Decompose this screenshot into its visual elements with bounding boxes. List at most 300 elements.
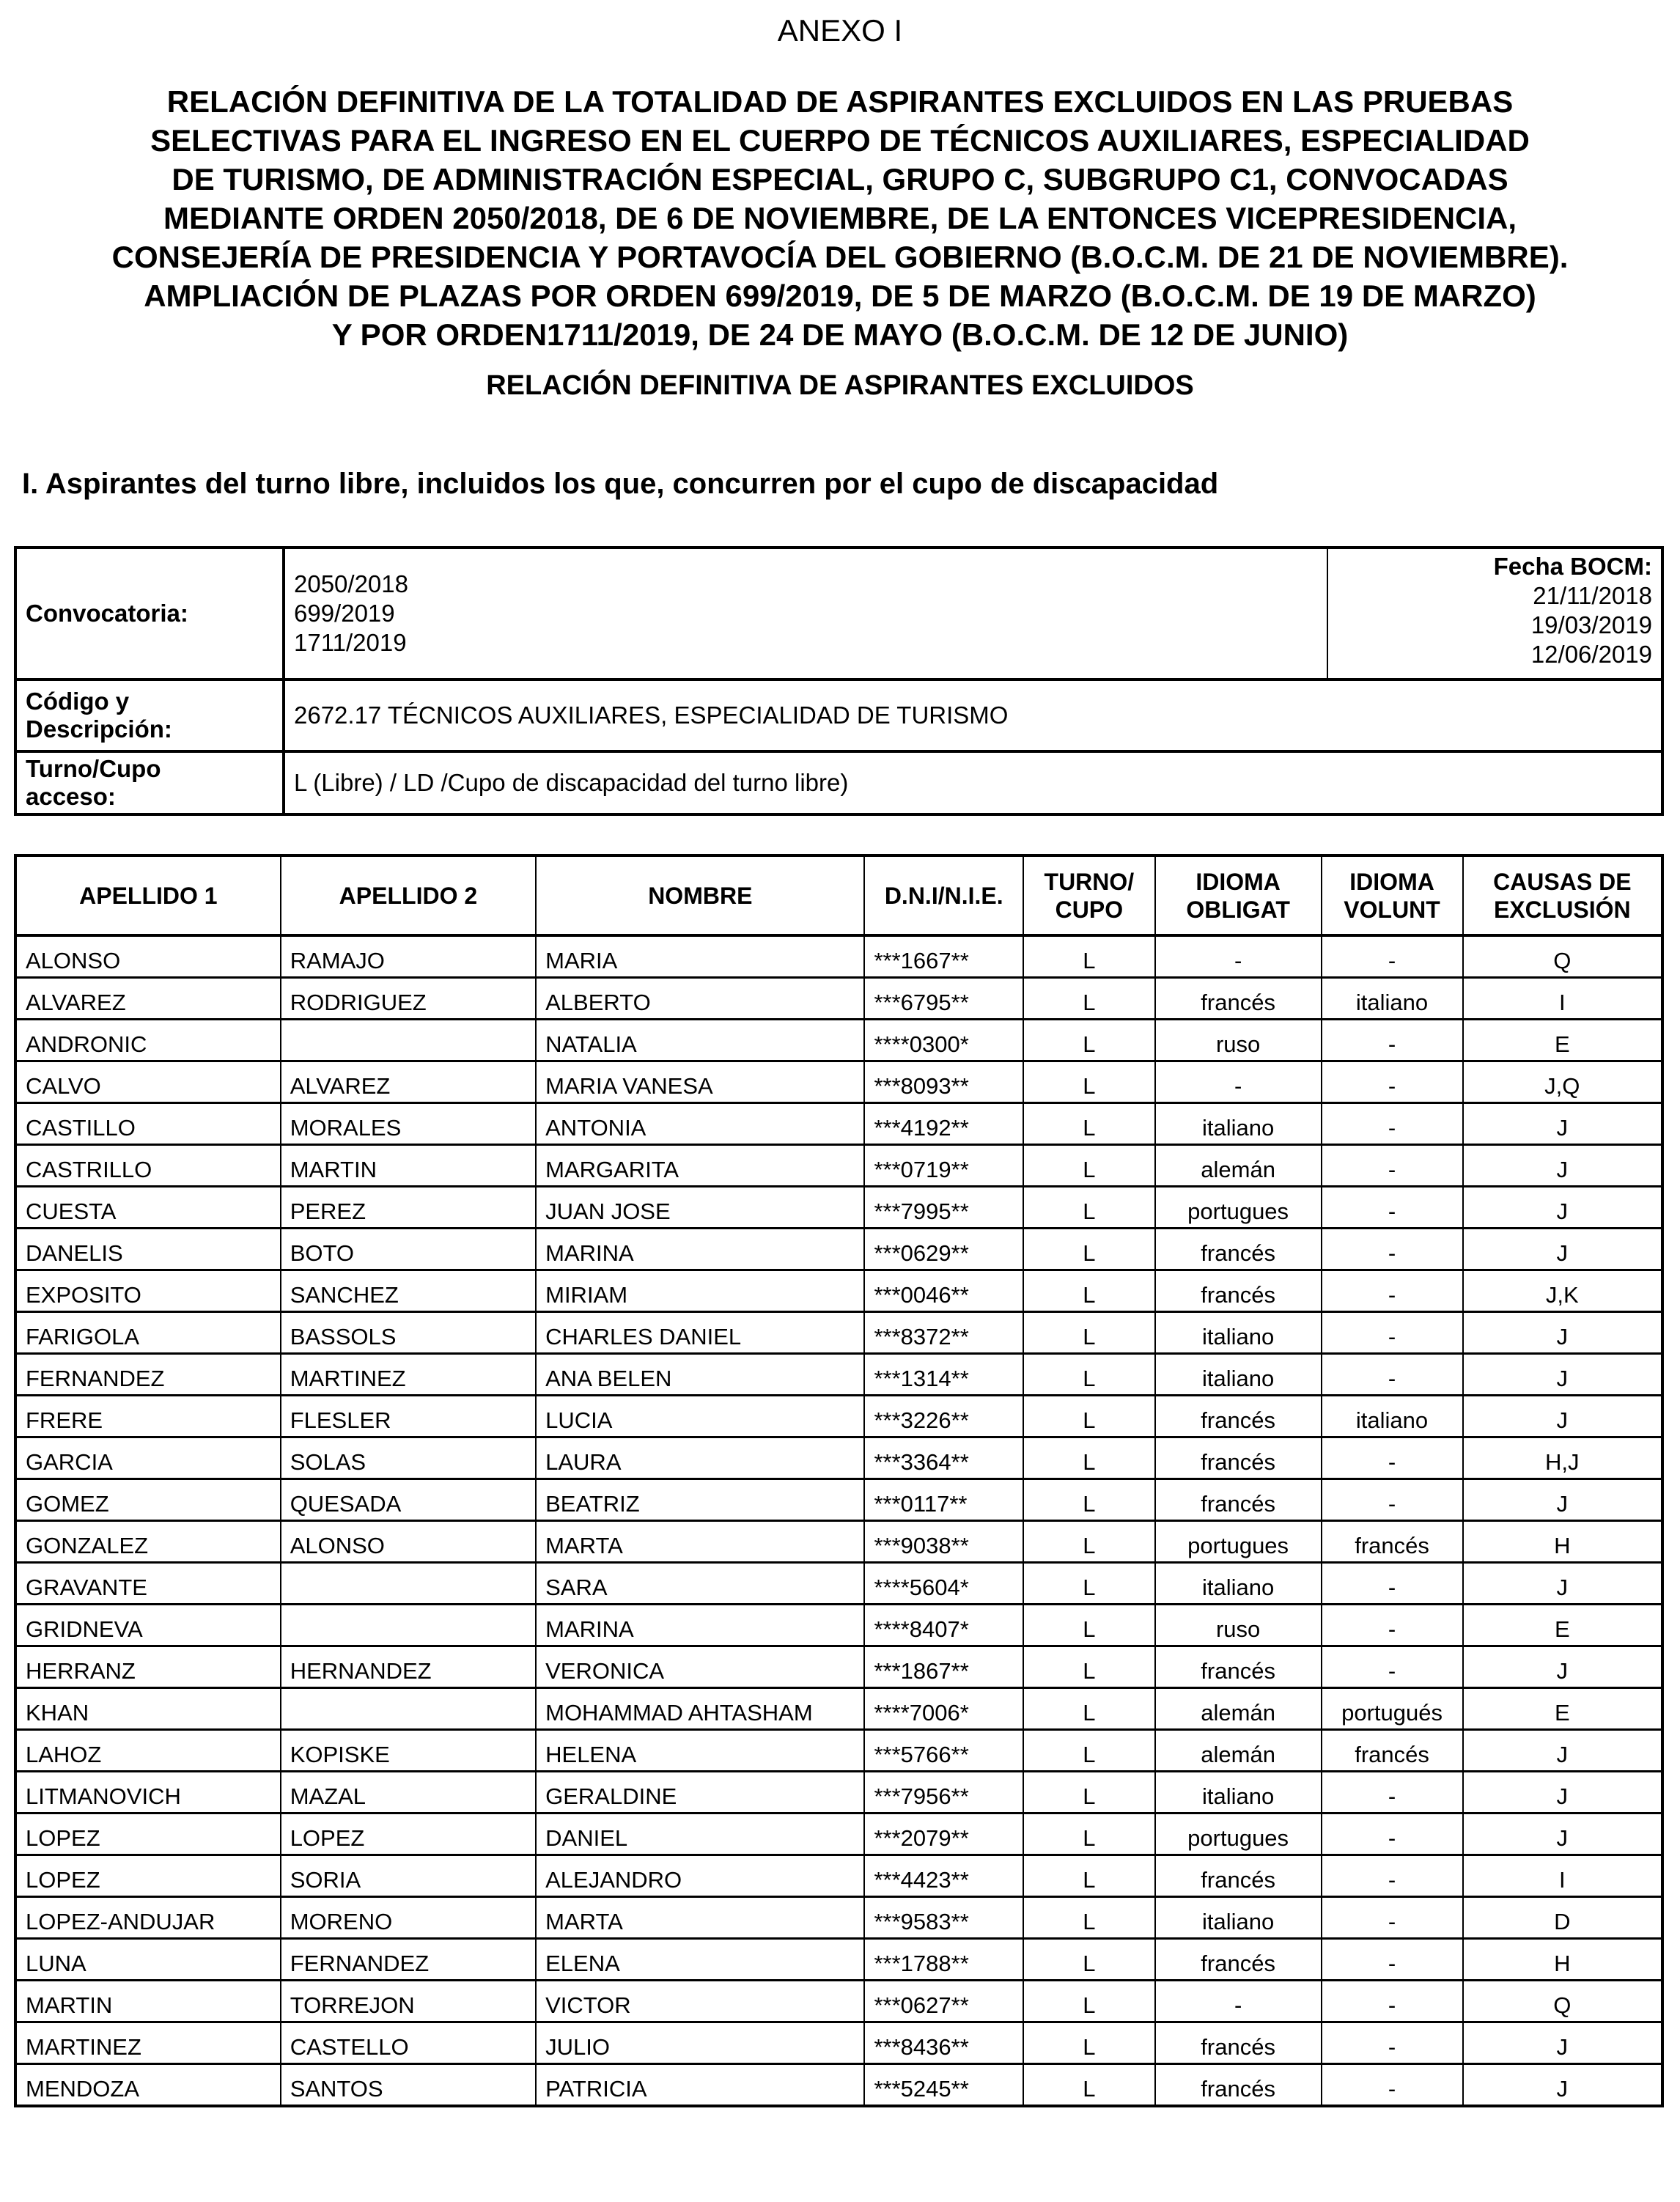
cell-nombre: PATRICIA bbox=[536, 2064, 864, 2107]
cell-causas: I bbox=[1463, 1855, 1662, 1897]
cell-dni: ***5245** bbox=[864, 2064, 1023, 2107]
turno-label bbox=[15, 751, 284, 814]
cell-idioma-obligat: - bbox=[1155, 1981, 1322, 2022]
cell-apellido1: LOPEZ bbox=[15, 1855, 281, 1897]
excluded-applicants-table bbox=[14, 854, 1664, 2107]
title-line: DE TURISMO, DE ADMINISTRACIÓN ESPECIAL, GRUPO C, SUBGRUPO C1, CONVOCADAS bbox=[172, 162, 1508, 196]
cell-apellido1: CALVO bbox=[15, 1061, 281, 1103]
title-line: CONSEJERÍA DE PRESIDENCIA Y PORTAVOCÍA DEL GOBIERNO (B.O.C.M. DE 21 DE NOVIEMBRE). bbox=[111, 240, 1569, 274]
cell-causas: J bbox=[1463, 1813, 1662, 1855]
cell-dni: ****8407* bbox=[864, 1605, 1023, 1646]
table-row bbox=[15, 1646, 1662, 1688]
cell-apellido2 bbox=[281, 1688, 536, 1730]
fecha-bocm-label: Fecha BOCM: bbox=[1493, 553, 1652, 580]
header-text: CAUSAS DE bbox=[1493, 868, 1632, 895]
cell-idioma-volunt: - bbox=[1322, 1437, 1463, 1479]
cell-idioma-volunt: - bbox=[1322, 1479, 1463, 1521]
cell-apellido2: MARTINEZ bbox=[281, 1354, 536, 1396]
cell-nombre: ANA BELEN bbox=[536, 1354, 864, 1396]
table-row bbox=[15, 935, 1662, 978]
cell-idioma-obligat: portugues bbox=[1155, 1813, 1322, 1855]
turno-value: L (Libre) / LD /Cupo de discapacidad del turno libre) bbox=[284, 751, 1662, 814]
cell-nombre: ALBERTO bbox=[536, 978, 864, 1020]
cell-nombre: MARINA bbox=[536, 1229, 864, 1270]
cell-dni: ****5604* bbox=[864, 1563, 1023, 1605]
table-row bbox=[15, 2064, 1662, 2107]
cell-apellido1: CUESTA bbox=[15, 1187, 281, 1229]
title-line: Y POR ORDEN1711/2019, DE 24 DE MAYO (B.O.C.M. DE 12 DE JUNIO) bbox=[331, 317, 1349, 352]
cell-apellido1: FERNANDEZ bbox=[15, 1354, 281, 1396]
cell-dni: ***0627** bbox=[864, 1981, 1023, 2022]
header-apellido1 bbox=[15, 855, 281, 935]
cell-turno: L bbox=[1023, 1521, 1155, 1563]
cell-apellido1: GOMEZ bbox=[15, 1479, 281, 1521]
cell-dni: ***8436** bbox=[864, 2022, 1023, 2064]
cell-nombre: BEATRIZ bbox=[536, 1479, 864, 1521]
cell-apellido1: FARIGOLA bbox=[15, 1312, 281, 1354]
cell-idioma-obligat: francés bbox=[1155, 2022, 1322, 2064]
table-header-row bbox=[15, 855, 1662, 935]
cell-apellido1: MARTINEZ bbox=[15, 2022, 281, 2064]
cell-idioma-volunt: - bbox=[1322, 1187, 1463, 1229]
cell-dni: ***0046** bbox=[864, 1270, 1023, 1312]
cell-turno: L bbox=[1023, 1981, 1155, 2022]
title-line: RELACIÓN DEFINITIVA DE LA TOTALIDAD DE ASPIRANTES EXCLUIDOS EN LAS PRUEBAS bbox=[166, 84, 1514, 119]
cell-idioma-volunt: - bbox=[1322, 1145, 1463, 1187]
cell-nombre: LAURA bbox=[536, 1437, 864, 1479]
cell-idioma-obligat: francés bbox=[1155, 1939, 1322, 1981]
cell-apellido2: HERNANDEZ bbox=[281, 1646, 536, 1688]
table-row bbox=[15, 1396, 1662, 1437]
cell-idioma-volunt: - bbox=[1322, 1020, 1463, 1061]
cell-causas: J bbox=[1463, 1396, 1662, 1437]
fecha-bocm-cell bbox=[1327, 548, 1662, 680]
table-row bbox=[15, 1145, 1662, 1187]
cell-turno: L bbox=[1023, 935, 1155, 978]
cell-apellido2: TORREJON bbox=[281, 1981, 536, 2022]
cell-apellido1: DANELIS bbox=[15, 1229, 281, 1270]
cell-dni: ***4192** bbox=[864, 1103, 1023, 1145]
cell-apellido2: SOLAS bbox=[281, 1437, 536, 1479]
cell-idioma-obligat: italiano bbox=[1155, 1772, 1322, 1813]
cell-apellido1: GRAVANTE bbox=[15, 1563, 281, 1605]
cell-apellido1: GONZALEZ bbox=[15, 1521, 281, 1563]
cell-idioma-volunt: - bbox=[1322, 1270, 1463, 1312]
cell-idioma-obligat: francés bbox=[1155, 1229, 1322, 1270]
cell-causas: H bbox=[1463, 1521, 1662, 1563]
cell-apellido2: RAMAJO bbox=[281, 935, 536, 978]
table-row bbox=[15, 1605, 1662, 1646]
title-line: MEDIANTE ORDEN 2050/2018, DE 6 DE NOVIEMBRE, DE LA ENTONCES VICEPRESIDENCIA, bbox=[163, 201, 1517, 235]
codigo-value: 2672.17 TÉCNICOS AUXILIARES, ESPECIALIDAD DE TURISMO bbox=[284, 680, 1662, 751]
cell-dni: ***1788** bbox=[864, 1939, 1023, 1981]
cell-dni: ***8093** bbox=[864, 1061, 1023, 1103]
cell-idioma-obligat: francés bbox=[1155, 1479, 1322, 1521]
cell-causas: D bbox=[1463, 1897, 1662, 1939]
cell-idioma-volunt: - bbox=[1322, 1563, 1463, 1605]
header-idioma-obligat bbox=[1155, 855, 1322, 935]
convocatoria-info-table bbox=[14, 546, 1664, 816]
cell-turno: L bbox=[1023, 1563, 1155, 1605]
title-line: AMPLIACIÓN DE PLAZAS POR ORDEN 699/2019, DE 5 DE MARZO (B.O.C.M. DE 19 DE MARZO) bbox=[144, 279, 1536, 313]
cell-turno: L bbox=[1023, 1187, 1155, 1229]
cell-turno: L bbox=[1023, 1730, 1155, 1772]
header-causas bbox=[1463, 855, 1662, 935]
cell-causas: E bbox=[1463, 1605, 1662, 1646]
cell-causas: J bbox=[1463, 1312, 1662, 1354]
cell-nombre: GERALDINE bbox=[536, 1772, 864, 1813]
cell-idioma-obligat: italiano bbox=[1155, 1312, 1322, 1354]
cell-idioma-volunt: - bbox=[1322, 1813, 1463, 1855]
cell-nombre: LUCIA bbox=[536, 1396, 864, 1437]
cell-idioma-volunt: - bbox=[1322, 2022, 1463, 2064]
cell-turno: L bbox=[1023, 1103, 1155, 1145]
cell-dni: ***0629** bbox=[864, 1229, 1023, 1270]
table-row bbox=[15, 978, 1662, 1020]
cell-nombre: NATALIA bbox=[536, 1020, 864, 1061]
header-nombre bbox=[536, 855, 864, 935]
cell-idioma-volunt: - bbox=[1322, 935, 1463, 978]
cell-turno: L bbox=[1023, 1020, 1155, 1061]
cell-nombre: JUAN JOSE bbox=[536, 1187, 864, 1229]
table-row bbox=[15, 1688, 1662, 1730]
cell-turno: L bbox=[1023, 1939, 1155, 1981]
cell-apellido1: ALONSO bbox=[15, 935, 281, 978]
cell-idioma-volunt: - bbox=[1322, 1772, 1463, 1813]
cell-dni: ***9038** bbox=[864, 1521, 1023, 1563]
cell-idioma-obligat: alemán bbox=[1155, 1730, 1322, 1772]
cell-dni: ****7006* bbox=[864, 1688, 1023, 1730]
cell-apellido1: ANDRONIC bbox=[15, 1020, 281, 1061]
header-text: EXCLUSIÓN bbox=[1493, 896, 1631, 923]
header-dni bbox=[864, 855, 1023, 935]
cell-nombre: VICTOR bbox=[536, 1981, 864, 2022]
header-text: D.N.I/N.I.E. bbox=[884, 882, 1003, 909]
cell-apellido2: MORENO bbox=[281, 1897, 536, 1939]
cell-nombre: ANTONIA bbox=[536, 1103, 864, 1145]
table-row bbox=[15, 1354, 1662, 1396]
cell-turno: L bbox=[1023, 1354, 1155, 1396]
cell-causas: J bbox=[1463, 1772, 1662, 1813]
table-row bbox=[15, 1187, 1662, 1229]
cell-idioma-obligat: ruso bbox=[1155, 1020, 1322, 1061]
cell-causas: H,J bbox=[1463, 1437, 1662, 1479]
cell-idioma-volunt: - bbox=[1322, 1646, 1463, 1688]
cell-idioma-obligat: portugues bbox=[1155, 1521, 1322, 1563]
convocatoria-value: 699/2019 bbox=[294, 600, 395, 627]
table-row bbox=[15, 1772, 1662, 1813]
cell-idioma-volunt: - bbox=[1322, 1939, 1463, 1981]
header-text: TURNO/ bbox=[1044, 868, 1135, 895]
cell-apellido2: FERNANDEZ bbox=[281, 1939, 536, 1981]
cell-apellido2 bbox=[281, 1605, 536, 1646]
document-title bbox=[0, 82, 1680, 354]
cell-nombre: MARGARITA bbox=[536, 1145, 864, 1187]
cell-apellido2: MORALES bbox=[281, 1103, 536, 1145]
table-row bbox=[15, 1270, 1662, 1312]
cell-turno: L bbox=[1023, 1312, 1155, 1354]
cell-idioma-volunt: - bbox=[1322, 2064, 1463, 2107]
cell-turno: L bbox=[1023, 1688, 1155, 1730]
cell-turno: L bbox=[1023, 1479, 1155, 1521]
convocatoria-label: Convocatoria: bbox=[15, 548, 284, 680]
cell-idioma-volunt: portugués bbox=[1322, 1688, 1463, 1730]
cell-nombre: MARIA VANESA bbox=[536, 1061, 864, 1103]
convocatoria-row bbox=[15, 548, 1662, 680]
cell-apellido2: FLESLER bbox=[281, 1396, 536, 1437]
cell-turno: L bbox=[1023, 1396, 1155, 1437]
cell-apellido1: LAHOZ bbox=[15, 1730, 281, 1772]
fecha-bocm-value: 19/03/2019 bbox=[1530, 611, 1652, 638]
header-text: NOMBRE bbox=[648, 882, 753, 909]
cell-idioma-volunt: - bbox=[1322, 1312, 1463, 1354]
cell-idioma-obligat: alemán bbox=[1155, 1688, 1322, 1730]
cell-nombre: ALEJANDRO bbox=[536, 1855, 864, 1897]
cell-turno: L bbox=[1023, 1061, 1155, 1103]
table-row bbox=[15, 1813, 1662, 1855]
cell-apellido2: KOPISKE bbox=[281, 1730, 536, 1772]
cell-turno: L bbox=[1023, 1145, 1155, 1187]
table-row bbox=[15, 1730, 1662, 1772]
cell-causas: J bbox=[1463, 1187, 1662, 1229]
cell-idioma-obligat: alemán bbox=[1155, 1145, 1322, 1187]
cell-nombre: ELENA bbox=[536, 1939, 864, 1981]
cell-idioma-volunt: - bbox=[1322, 1061, 1463, 1103]
table-row bbox=[15, 1855, 1662, 1897]
cell-apellido2: PEREZ bbox=[281, 1187, 536, 1229]
cell-nombre: MARTA bbox=[536, 1521, 864, 1563]
cell-apellido1: CASTILLO bbox=[15, 1103, 281, 1145]
cell-turno: L bbox=[1023, 2064, 1155, 2107]
cell-apellido2: ALONSO bbox=[281, 1521, 536, 1563]
cell-dni: ***1867** bbox=[864, 1646, 1023, 1688]
header-text: VOLUNT bbox=[1344, 896, 1440, 923]
cell-causas: J bbox=[1463, 1646, 1662, 1688]
cell-causas: J,K bbox=[1463, 1270, 1662, 1312]
cell-turno: L bbox=[1023, 1229, 1155, 1270]
cell-apellido2: QUESADA bbox=[281, 1479, 536, 1521]
header-apellido2 bbox=[281, 855, 536, 935]
cell-apellido2: ALVAREZ bbox=[281, 1061, 536, 1103]
table-row bbox=[15, 1229, 1662, 1270]
annex-label: ANEXO I bbox=[777, 13, 903, 48]
header-text: APELLIDO 2 bbox=[339, 882, 478, 909]
cell-idioma-volunt: - bbox=[1322, 1981, 1463, 2022]
codigo-row bbox=[15, 680, 1662, 751]
cell-idioma-volunt: francés bbox=[1322, 1730, 1463, 1772]
turno-label-line: Turno/Cupo bbox=[26, 755, 161, 782]
table-row bbox=[15, 1103, 1662, 1145]
cell-turno: L bbox=[1023, 978, 1155, 1020]
cell-apellido1: HERRANZ bbox=[15, 1646, 281, 1688]
cell-nombre: SARA bbox=[536, 1563, 864, 1605]
table-row bbox=[15, 1521, 1662, 1563]
cell-causas: J bbox=[1463, 1229, 1662, 1270]
cell-causas: J bbox=[1463, 1145, 1662, 1187]
cell-idioma-volunt: - bbox=[1322, 1354, 1463, 1396]
cell-dni: ***0719** bbox=[864, 1145, 1023, 1187]
cell-apellido1: LUNA bbox=[15, 1939, 281, 1981]
turno-label-line: acceso: bbox=[26, 783, 116, 810]
cell-idioma-volunt: italiano bbox=[1322, 1396, 1463, 1437]
cell-idioma-obligat: francés bbox=[1155, 1437, 1322, 1479]
cell-turno: L bbox=[1023, 1270, 1155, 1312]
cell-apellido1: LOPEZ bbox=[15, 1813, 281, 1855]
table-row bbox=[15, 1312, 1662, 1354]
cell-apellido1: ALVAREZ bbox=[15, 978, 281, 1020]
cell-turno: L bbox=[1023, 1437, 1155, 1479]
cell-apellido1: LOPEZ-ANDUJAR bbox=[15, 1897, 281, 1939]
header-turno bbox=[1023, 855, 1155, 935]
cell-nombre: DANIEL bbox=[536, 1813, 864, 1855]
header-text: APELLIDO 1 bbox=[79, 882, 218, 909]
cell-apellido2: RODRIGUEZ bbox=[281, 978, 536, 1020]
cell-apellido1: LITMANOVICH bbox=[15, 1772, 281, 1813]
cell-causas: J bbox=[1463, 2064, 1662, 2107]
cell-causas: J bbox=[1463, 1479, 1662, 1521]
table-row bbox=[15, 1479, 1662, 1521]
cell-nombre: CHARLES DANIEL bbox=[536, 1312, 864, 1354]
cell-causas: Q bbox=[1463, 1981, 1662, 2022]
cell-causas: J bbox=[1463, 1354, 1662, 1396]
cell-idioma-obligat: - bbox=[1155, 935, 1322, 978]
cell-turno: L bbox=[1023, 1855, 1155, 1897]
cell-apellido2: SANCHEZ bbox=[281, 1270, 536, 1312]
cell-idioma-obligat: francés bbox=[1155, 1396, 1322, 1437]
table-row bbox=[15, 1939, 1662, 1981]
header-text: CUPO bbox=[1055, 896, 1124, 923]
cell-causas: E bbox=[1463, 1688, 1662, 1730]
cell-dni: ***1314** bbox=[864, 1354, 1023, 1396]
codigo-label-line: Código y bbox=[26, 688, 130, 715]
cell-idioma-volunt: - bbox=[1322, 1605, 1463, 1646]
cell-idioma-obligat: italiano bbox=[1155, 1103, 1322, 1145]
cell-apellido2: LOPEZ bbox=[281, 1813, 536, 1855]
cell-idioma-obligat: italiano bbox=[1155, 1563, 1322, 1605]
cell-dni: ***0117** bbox=[864, 1479, 1023, 1521]
cell-dni: ***3364** bbox=[864, 1437, 1023, 1479]
codigo-label bbox=[15, 680, 284, 751]
cell-apellido2: SORIA bbox=[281, 1855, 536, 1897]
cell-causas: J,Q bbox=[1463, 1061, 1662, 1103]
cell-dni: ***9583** bbox=[864, 1897, 1023, 1939]
table-row bbox=[15, 1061, 1662, 1103]
codigo-label-line: Descripción: bbox=[26, 715, 172, 743]
header-text: OBLIGAT bbox=[1186, 896, 1290, 923]
cell-nombre: JULIO bbox=[536, 2022, 864, 2064]
cell-apellido2: BOTO bbox=[281, 1229, 536, 1270]
cell-nombre: MIRIAM bbox=[536, 1270, 864, 1312]
cell-idioma-obligat: francés bbox=[1155, 1646, 1322, 1688]
cell-apellido2: MARTIN bbox=[281, 1145, 536, 1187]
cell-idioma-obligat: francés bbox=[1155, 1270, 1322, 1312]
cell-apellido1: GRIDNEVA bbox=[15, 1605, 281, 1646]
fecha-bocm-value: 12/06/2019 bbox=[1530, 641, 1652, 668]
cell-idioma-obligat: francés bbox=[1155, 978, 1322, 1020]
cell-idioma-volunt: - bbox=[1322, 1103, 1463, 1145]
cell-apellido1: MARTIN bbox=[15, 1981, 281, 2022]
cell-apellido2 bbox=[281, 1020, 536, 1061]
cell-idioma-obligat: italiano bbox=[1155, 1897, 1322, 1939]
table-body bbox=[15, 935, 1662, 2106]
cell-idioma-volunt: italiano bbox=[1322, 978, 1463, 1020]
cell-dni: ***6795** bbox=[864, 978, 1023, 1020]
cell-causas: I bbox=[1463, 978, 1662, 1020]
cell-causas: J bbox=[1463, 1103, 1662, 1145]
cell-causas: J bbox=[1463, 1563, 1662, 1605]
cell-turno: L bbox=[1023, 1813, 1155, 1855]
cell-nombre: MARINA bbox=[536, 1605, 864, 1646]
cell-apellido2 bbox=[281, 1563, 536, 1605]
cell-dni: ***7956** bbox=[864, 1772, 1023, 1813]
table-row bbox=[15, 1563, 1662, 1605]
cell-nombre: MARIA bbox=[536, 935, 864, 978]
cell-apellido2: SANTOS bbox=[281, 2064, 536, 2107]
cell-nombre: VERONICA bbox=[536, 1646, 864, 1688]
cell-turno: L bbox=[1023, 1772, 1155, 1813]
cell-apellido2: CASTELLO bbox=[281, 2022, 536, 2064]
convocatoria-values bbox=[284, 548, 1327, 680]
cell-dni: ***8372** bbox=[864, 1312, 1023, 1354]
cell-nombre: MOHAMMAD AHTASHAM bbox=[536, 1688, 864, 1730]
cell-dni: ***5766** bbox=[864, 1730, 1023, 1772]
title-line: SELECTIVAS PARA EL INGRESO EN EL CUERPO DE TÉCNICOS AUXILIARES, ESPECIALIDAD bbox=[150, 123, 1530, 158]
cell-dni: ***2079** bbox=[864, 1813, 1023, 1855]
cell-causas: H bbox=[1463, 1939, 1662, 1981]
header-text: IDIOMA bbox=[1195, 868, 1281, 895]
cell-turno: L bbox=[1023, 2022, 1155, 2064]
cell-turno: L bbox=[1023, 1605, 1155, 1646]
cell-apellido1: FRERE bbox=[15, 1396, 281, 1437]
cell-dni: ***7995** bbox=[864, 1187, 1023, 1229]
cell-idioma-obligat: - bbox=[1155, 1061, 1322, 1103]
cell-turno: L bbox=[1023, 1897, 1155, 1939]
cell-apellido1: MENDOZA bbox=[15, 2064, 281, 2107]
table-row bbox=[15, 1437, 1662, 1479]
cell-idioma-volunt: - bbox=[1322, 1229, 1463, 1270]
cell-dni: ***4423** bbox=[864, 1855, 1023, 1897]
cell-idioma-obligat: ruso bbox=[1155, 1605, 1322, 1646]
cell-causas: Q bbox=[1463, 935, 1662, 978]
convocatoria-value: 2050/2018 bbox=[294, 570, 408, 597]
cell-apellido1: EXPOSITO bbox=[15, 1270, 281, 1312]
cell-dni: ****0300* bbox=[864, 1020, 1023, 1061]
table-row bbox=[15, 1020, 1662, 1061]
table-row bbox=[15, 1981, 1662, 2022]
cell-idioma-obligat: italiano bbox=[1155, 1354, 1322, 1396]
section-heading: I. Aspirantes del turno libre, incluidos los que, concurren por el cupo de discapacidad bbox=[22, 468, 1219, 500]
cell-causas: J bbox=[1463, 2022, 1662, 2064]
fecha-bocm-value: 21/11/2018 bbox=[1533, 582, 1652, 609]
cell-idioma-obligat: portugues bbox=[1155, 1187, 1322, 1229]
convocatoria-value: 1711/2019 bbox=[294, 629, 407, 656]
header-idioma-volunt bbox=[1322, 855, 1463, 935]
cell-apellido1: KHAN bbox=[15, 1688, 281, 1730]
table-row bbox=[15, 1897, 1662, 1939]
table-row bbox=[15, 2022, 1662, 2064]
cell-turno: L bbox=[1023, 1646, 1155, 1688]
document-subtitle: RELACIÓN DEFINITIVA DE ASPIRANTES EXCLUIDOS bbox=[486, 370, 1194, 401]
cell-apellido2: MAZAL bbox=[281, 1772, 536, 1813]
header-text: IDIOMA bbox=[1349, 868, 1434, 895]
cell-idioma-volunt: - bbox=[1322, 1897, 1463, 1939]
cell-causas: J bbox=[1463, 1730, 1662, 1772]
cell-nombre: HELENA bbox=[536, 1730, 864, 1772]
cell-idioma-volunt: francés bbox=[1322, 1521, 1463, 1563]
cell-idioma-volunt: - bbox=[1322, 1855, 1463, 1897]
cell-causas: E bbox=[1463, 1020, 1662, 1061]
cell-apellido1: CASTRILLO bbox=[15, 1145, 281, 1187]
